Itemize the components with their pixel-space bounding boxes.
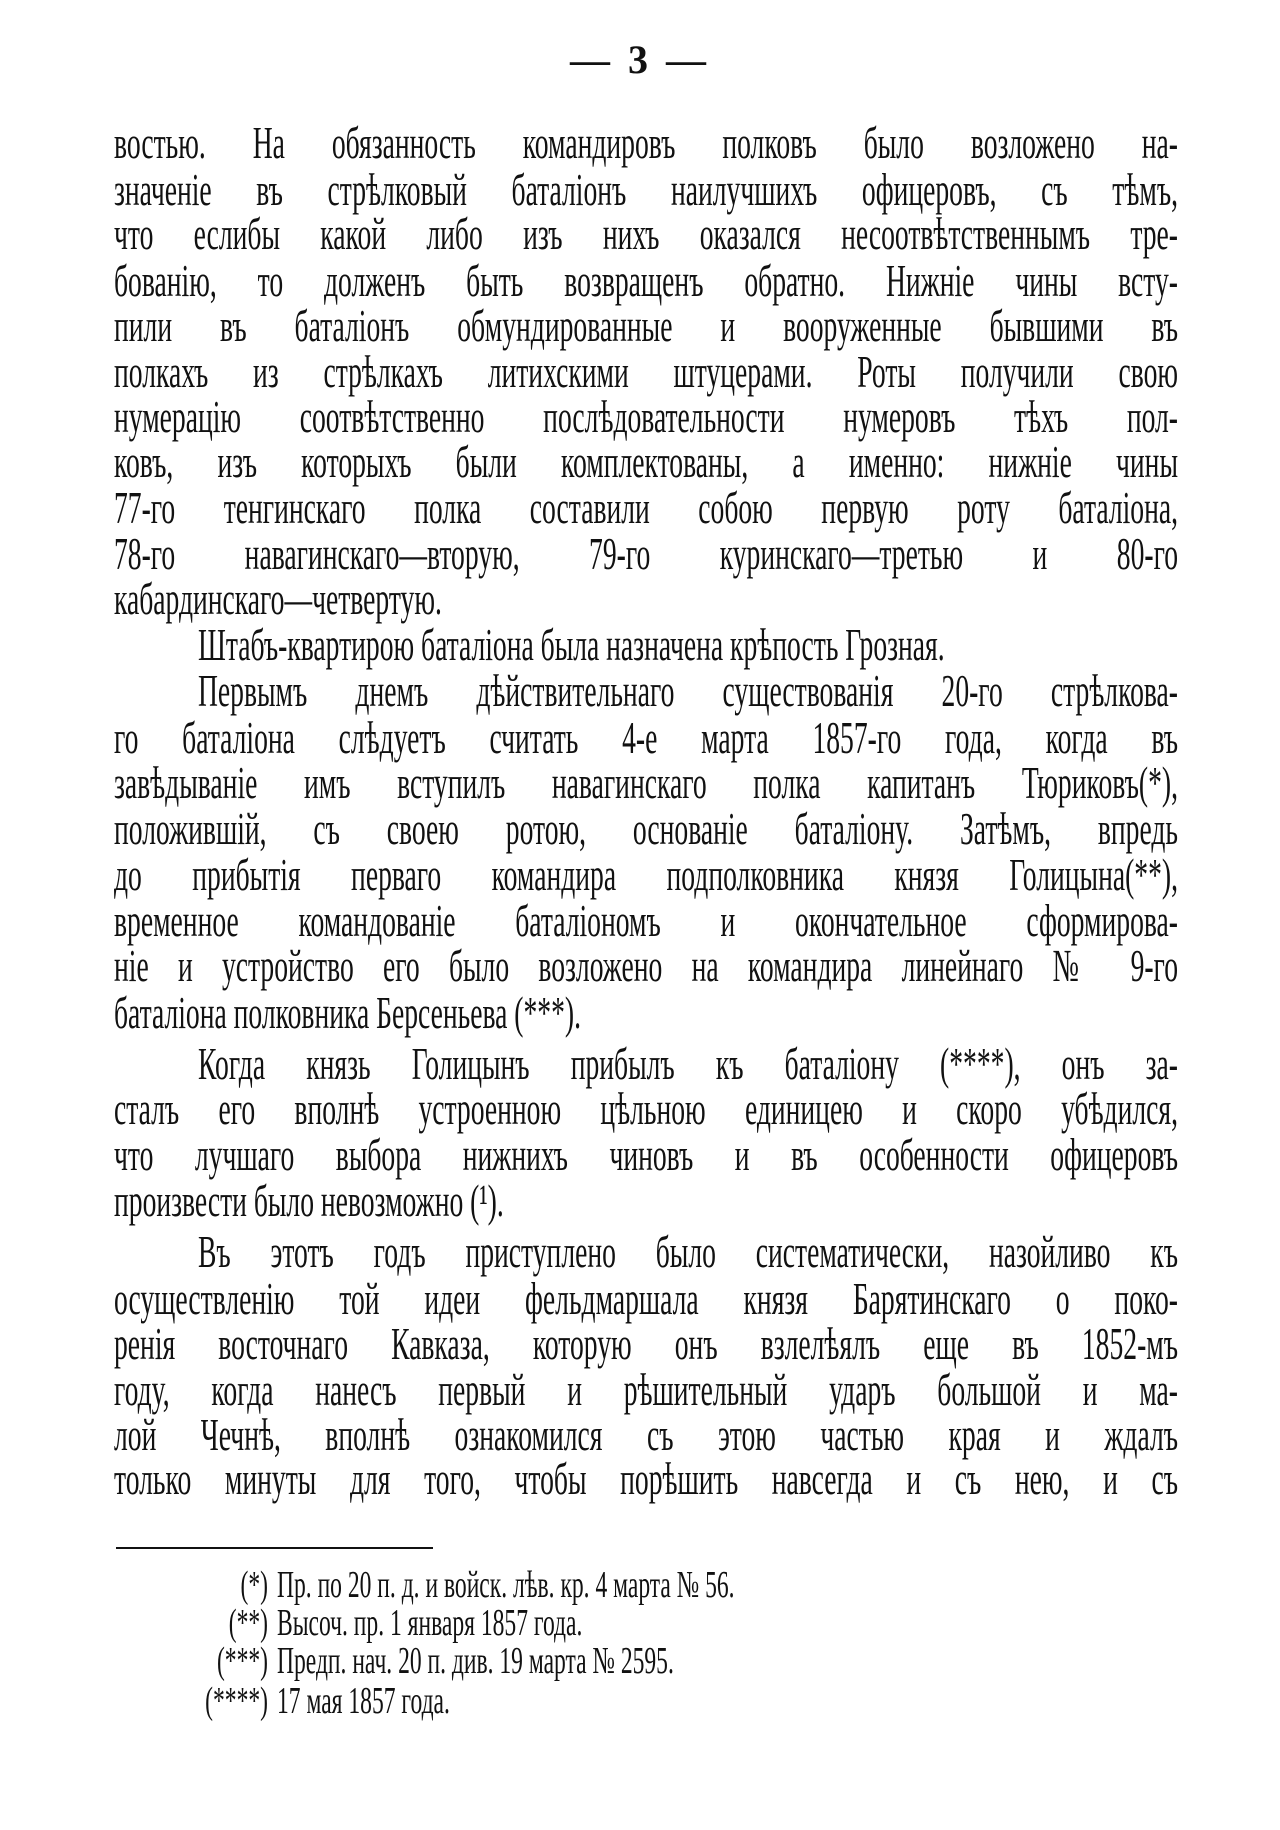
text-line: востью. На обязанность командировъ полковъ было возложено на-: [114, 117, 1178, 168]
text-line: только минуты для того, чтобы порѣшить навсегда и съ нею, и съ: [114, 1453, 1178, 1504]
text-line: ренія восточнаго Кавказа, которую онъ взлелѣялъ еще въ 1852-мъ: [114, 1318, 1178, 1369]
text-line: Въ этотъ годъ приступлено было систематически, назойливо къ: [198, 1226, 1178, 1277]
footnote-mark: (*): [240, 1564, 268, 1606]
footnote-text: Высоч. пр. 1 января 1857 года.: [277, 1602, 583, 1644]
text-line: Первымъ днемъ дѣйствительнаго существованія 20-го стрѣлкова-: [198, 665, 1178, 716]
page-number: — 3 —: [570, 37, 710, 82]
text-line: лой Чечнѣ, вполнѣ ознакомился съ этою частью края и ждалъ: [114, 1409, 1178, 1460]
text-line: году, когда нанесъ первый и рѣшительный ударъ большой и ма-: [114, 1364, 1178, 1415]
text-line: временное командованіе баталіономъ и окончательное сформирова-: [114, 895, 1178, 946]
text-line: полкахъ из стрѣлкахъ литихскими штуцерами. Роты получили свою: [114, 346, 1178, 397]
text-line: ніе и устройство его было возложено на командира линейнаго № 9-го: [114, 940, 1178, 991]
text-line: завѣдываніе имъ вступилъ навагинскаго полка капитанъ Тюриковъ(*),: [114, 757, 1178, 808]
footnote-mark: (**): [228, 1602, 268, 1644]
text-line: сталъ его вполнѣ устроенною цѣльною единицею и скоро убѣдился,: [114, 1083, 1178, 1134]
text-line: значеніе въ стрѣлковый баталіонъ наилучшихъ офицеровъ, съ тѣмъ,: [114, 164, 1178, 215]
text-line: произвести было невозможно (¹).: [114, 1175, 504, 1226]
text-line: кабардинскаго—четвертую.: [114, 573, 442, 624]
text-line: положившій, съ своею ротою, основаніе баталіону. Затѣмъ, впредь: [114, 803, 1178, 854]
footnote-divider: [116, 1547, 433, 1549]
footnote-text: Предп. нач. 20 п. див. 19 марта № 2595.: [277, 1640, 674, 1682]
footnote-mark: (****): [205, 1680, 268, 1722]
text-line: что лучшаго выбора нижнихъ чиновъ и въ особенности офицеровъ: [114, 1129, 1178, 1180]
text-line: что еслибы какой либо изъ нихъ оказался несоотвѣтственнымъ тре-: [114, 208, 1178, 259]
text-line: Штабъ-квартирою баталіона была назначена крѣпость Грозная.: [198, 619, 945, 670]
text-line: осуществленію той идеи фельдмаршала князя Барятинскаго о поко-: [114, 1273, 1178, 1324]
text-line: до прибытія перваго командира подполковника князя Голицына(**),: [114, 849, 1178, 900]
footnote-text: Пр. по 20 п. д. и войск. лѣв. кр. 4 марта № 56.: [277, 1564, 735, 1606]
text-line: пили въ баталіонъ обмундированные и вооруженные бывшими въ: [114, 300, 1178, 351]
text-line: ковъ, изъ которыхъ были комплектованы, а именно: нижніе чины: [114, 436, 1178, 487]
text-line: бованію, то долженъ быть возвращенъ обратно. Нижніе чины всту-: [114, 255, 1178, 306]
footnote-mark: (***): [216, 1640, 268, 1682]
text-line: го баталіона слѣдуетъ считать 4-е марта 1857-го года, когда въ: [114, 712, 1178, 763]
text-line: баталіона полковника Берсеньева (***).: [114, 987, 581, 1038]
text-line: 77-го тенгинскаго полка составили собою первую роту баталіона,: [114, 482, 1178, 533]
footnote-text: 17 мая 1857 года.: [277, 1680, 450, 1722]
text-line: 78-го навагинскаго—вторую, 79-го куринскаго—третью и 80-го: [114, 528, 1178, 579]
text-line: нумерацію соотвѣтственно послѣдовательности нумеровъ тѣхъ пол-: [114, 391, 1178, 442]
text-line: Когда князь Голицынъ прибылъ къ баталіону (****), онъ за-: [198, 1038, 1178, 1089]
